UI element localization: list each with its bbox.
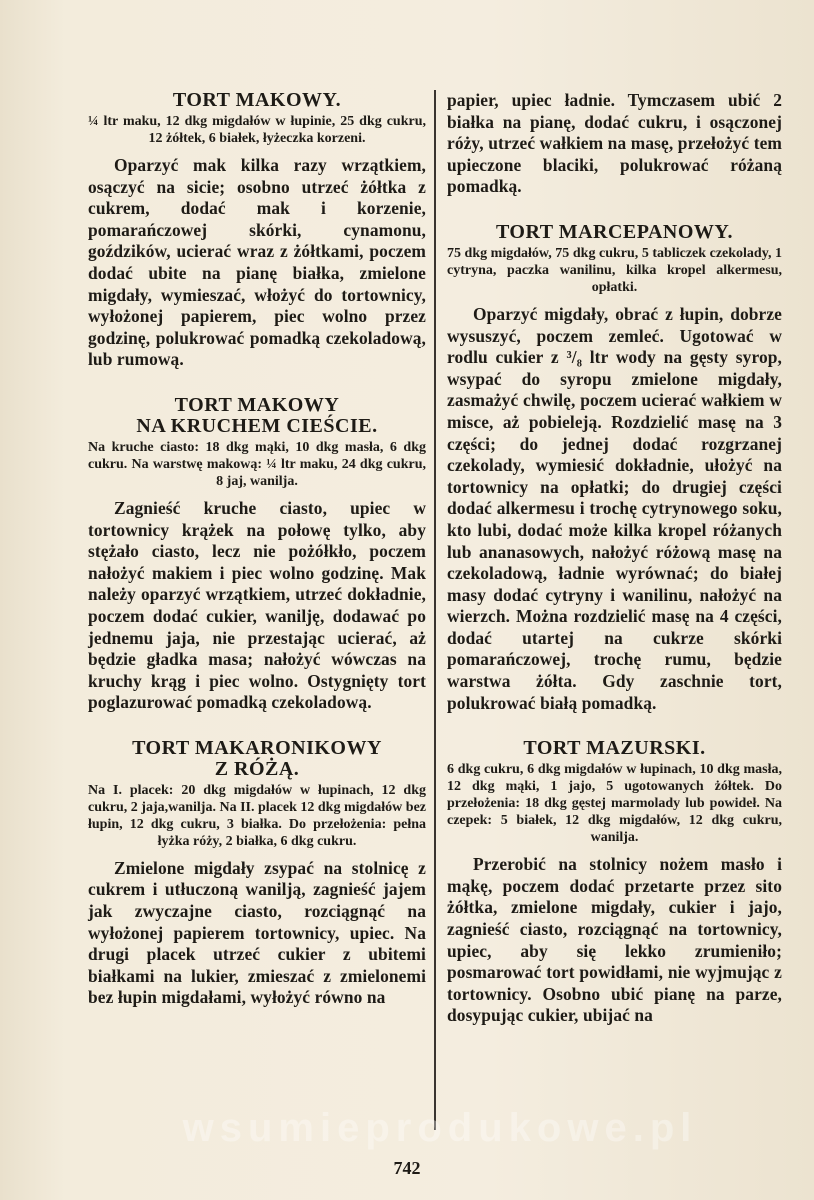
recipe-ingredients: ¼ ltr maku, 12 dkg migdałów w łupinie, 25 dkg cukru, 12 żółtek, 6 białek, łyżeczka korzeni. [88, 114, 426, 146]
recipe-title-line: TORT MAKOWY [174, 393, 340, 416]
recipe-instructions: Oparzyć mak kilka razy wrzątkiem, osączyć na sicie; osobno utrzeć żółtka z cukrem, dodać mak i korzenie, pomarańczowej skórki, cynamonu, goździków, ucierać wraz z żółtkami, poczem dodać ubite na pianę białka, zmielone migdały, wymieszać, włożyć do tortownicy, wyłożonej papierem, piec wolno przez godzinę, polukrować pomadką czekoladową, lub rumową. [88, 155, 426, 370]
recipe-tort-makaronikowy [88, 738, 426, 1009]
recipe-ingredients: Na I. placek: 20 dkg migdałów w łupinach, 12 dkg cukru, 2 jaja,wanilja. Na II. placek 12 dkg migdałów bez łupin, 12 dkg cukru, 3 białka. Do przełożenia: pełna łyżka róży, 2 białka, 6 dkg cukru. [88, 782, 426, 849]
recipe-title-line: NA KRUCHEM CIEŚCIE. [136, 414, 378, 437]
page-number: 742 [393, 1158, 421, 1178]
recipe-title-line: TORT MAKARONIKOWY [132, 736, 382, 759]
recipe-instructions: Zagnieść kruche ciasto, upiec w tortownicy krążek na połowę tylko, aby stężało ciasto, lecz nie pożółkło, poczem nałożyć makiem i piec wolno godzinę. Mak należy oparzyć wrzątkiem, utrzeć dokładnie, poczem dodać cukier, wanilję, dodawać po jednemu jaja, nie przestając ucierać, aż będzie gładka masa; nałożyć wówczas na kruchy krąg i piec wolno. Ostygnięty tort poglazurować pomadką czekoladową. [88, 497, 426, 713]
recipe-instructions: Oparzyć migdały, obrać z łupin, dobrze wysuszyć, poczem zemleć. Ugotować w rodlu cukier z ³/₈ ltr wody na gęsty syrop, wsypać do syropu zmielone migdały, zasmażyć chwilę, poczem ucierać wałkiem w misce, aż pobieleją. Rozdzielić masę na 3 części; do jednej dodać rozgrzanej czekolady, wymiesić dokładnie, ułożyć na tortownicy na opłatki; do drugiej części dodać alkermesu i trochę cytrynowego soku, kto lubi, dodać może kilka kropel różanych lub ananasowych, nałożyć różową masę na czekoladową, ładnie wyrównać; do białej masy dodać cytryny i wanilinu, nałożyć na wierzch. Można rozdzielić masę na 4 części, dodać utartej na cukrze skórki pomarańczowej, trochę rumu, będzie warstwa żółta. Gdy zaschnie tort, polukrować białą pomadką. [447, 303, 782, 713]
recipe-tort-mazurski [447, 738, 782, 1027]
recipe-title-line: Z RÓŻĄ. [214, 757, 300, 780]
recipe-ingredients: Na kruche ciasto: 18 dkg mąki, 10 dkg masła, 6 dkg cukru. Na warstwę makową: ¼ ltr maku, 24 dkg cukru, 8 jaj, wanilja. [88, 439, 426, 489]
left-column [88, 90, 426, 1033]
watermark: wsumieprodukowe.pl [182, 1106, 698, 1150]
recipe-tort-marcepanowy [447, 222, 782, 714]
recipe-instructions: Przerobić na stolnicy nożem masło i mąkę, poczem dodać przetarte przez sito żółtka, zmielone migdały, cukier i jajo, zagnieść ciasto, rozciągnąć na tortownicy, upiec, aby się lekko zrumieniło; posmarować tort powidłami, nie wyjmując z tortownicy. Osobno ubić pianę na parze, dosypując cukier, ubijać na [447, 854, 782, 1026]
right-column [447, 90, 782, 1051]
recipe-title [88, 395, 426, 437]
recipe-tort-makowy-na-kruchem-ciescie [88, 395, 426, 714]
recipe-ingredients: 75 dkg migdałów, 75 dkg cukru, 5 tabliczek czekolady, 1 cytryna, paczka wanilinu, kilka kropel alkermesu, opłatki. [447, 245, 782, 295]
recipe-instructions-continued: papier, upiec ładnie. Tymczasem ubić 2 białka na pianę, dodać cukru, i osączonej róży, utrzeć wałkiem na masę, przełożyć tem upieczone blaciki, polukrować różaną pomadką. [447, 90, 782, 197]
recipe-instructions: Zmielone migdały zsypać na stolnicę z cukrem i utłuczoną wanilją, zagnieść jajem jak zwyczajne ciasto, rozciągnąć na wyłożonej papierem tortownicy, upiec. Na drugi placek utrzeć cukier z ubitemi białkami na lukier, zmieszać z zmielonemi bez łupin migdałami, wyłożyć równo na [88, 857, 426, 1008]
recipe-ingredients: 6 dkg cukru, 6 dkg migdałów w łupinach, 10 dkg masła, 12 dkg mąki, 1 jajo, 5 ugotowanych żółtek. Do przełożenia: 18 dkg gęstej marmolady lub powideł. Na czepek: 5 białek, 12 dkg migdałów, 12 dkg cukru, wanilja. [447, 762, 782, 846]
recipe-continuation [447, 90, 782, 198]
recipe-title: TORT MAZURSKI. [523, 737, 706, 760]
column-divider [434, 90, 436, 1130]
recipe-title [88, 738, 426, 780]
recipe-tort-makowy [88, 90, 426, 371]
recipe-title: TORT MAKOWY. [172, 89, 342, 111]
recipe-title: TORT MARCEPANOWY. [495, 220, 734, 243]
